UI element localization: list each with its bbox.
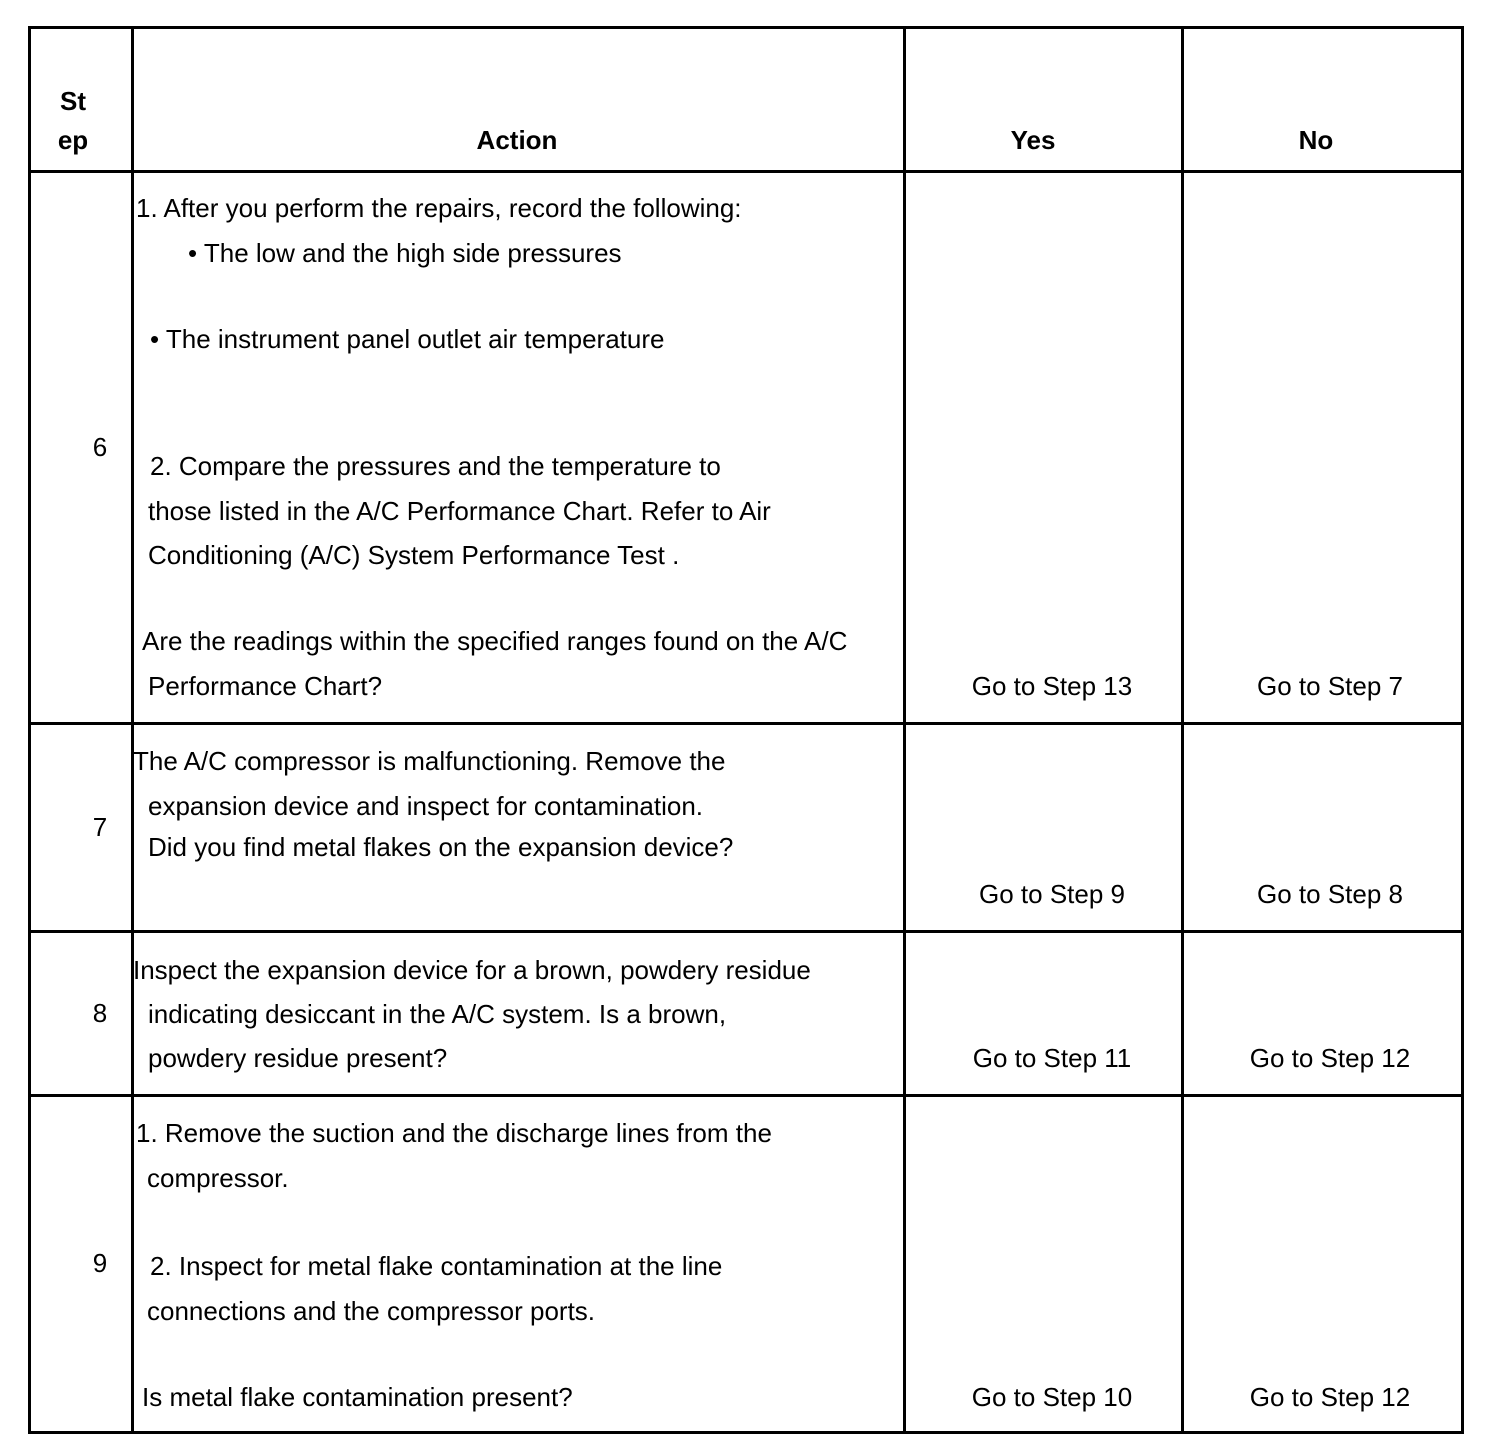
header-yes: Yes — [1010, 125, 1056, 155]
no-result: Go to Step 8 — [1257, 879, 1403, 909]
action-line: 2. Compare the pressures and the temperature to — [150, 451, 721, 481]
yes-result: Go to Step 11 — [972, 1043, 1132, 1073]
action-line: Performance Chart? — [148, 671, 383, 701]
header-step-line1: St — [60, 86, 86, 116]
action-line: Inspect the expansion device for a brown, powdery residue — [133, 955, 811, 985]
row-divider — [31, 930, 1461, 933]
no-result: Go to Step 12 — [1249, 1043, 1411, 1073]
no-result: Go to Step 12 — [1249, 1382, 1411, 1412]
yes-result: Go to Step 13 — [971, 671, 1133, 701]
action-line: The A/C compressor is malfunctioning. Remove the — [133, 746, 726, 776]
action-line: expansion device and inspect for contamination. — [148, 791, 704, 821]
action-line: those listed in the A/C Performance Chart. Refer to Air — [148, 496, 771, 526]
action-line: Did you find metal flakes on the expansion device? — [148, 832, 734, 862]
action-line: Conditioning (A/C) System Performance Test . — [148, 540, 680, 570]
step-number: 8 — [92, 998, 108, 1028]
action-line: Are the readings within the specified ranges found on the A/C — [142, 626, 848, 656]
column-divider — [903, 29, 906, 1431]
action-line: • The instrument panel outlet air temperature — [150, 324, 665, 354]
row-divider — [31, 722, 1461, 725]
action-line: Is metal flake contamination present? — [142, 1382, 573, 1412]
column-divider — [1181, 29, 1184, 1431]
header-no: No — [1298, 125, 1334, 155]
action-line: 2. Inspect for metal flake contamination at the line — [150, 1251, 723, 1281]
row-divider — [31, 170, 1461, 173]
yes-result: Go to Step 9 — [979, 879, 1125, 909]
step-number: 6 — [92, 432, 108, 462]
step-number: 9 — [92, 1248, 108, 1278]
row-divider — [31, 1094, 1461, 1097]
action-line: powdery residue present? — [148, 1043, 448, 1073]
step-number: 7 — [92, 812, 108, 842]
column-divider — [131, 29, 134, 1431]
action-line: • The low and the high side pressures — [188, 238, 622, 268]
action-line: 1. After you perform the repairs, record the following: — [136, 193, 742, 223]
action-line: connections and the compressor ports. — [147, 1296, 596, 1326]
header-action: Action — [476, 125, 558, 155]
header-step-line2: ep — [57, 125, 89, 155]
action-line: indicating desiccant in the A/C system. Is a brown, — [148, 999, 727, 1029]
action-line: 1. Remove the suction and the discharge lines from the — [136, 1118, 772, 1148]
no-result: Go to Step 7 — [1257, 671, 1403, 701]
yes-result: Go to Step 10 — [971, 1382, 1133, 1412]
action-line: compressor. — [147, 1163, 289, 1193]
